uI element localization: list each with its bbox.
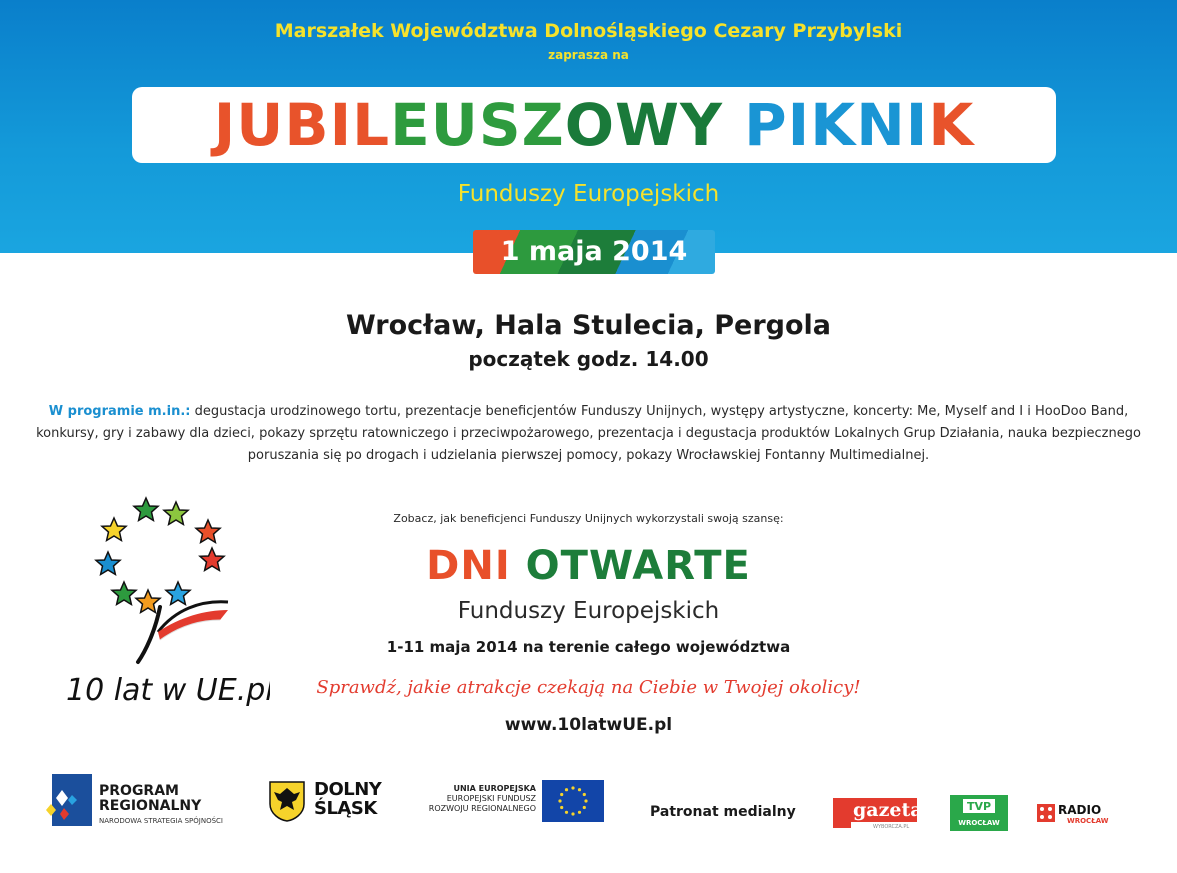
logo-radio-wroclaw: [1037, 802, 1133, 824]
logo-program-regionalny: [42, 770, 242, 830]
logo-10-text: 10 lat w UE.pl: [66, 673, 270, 708]
eu-flag-icon: [542, 780, 604, 822]
title-box: [132, 87, 1056, 163]
gazeta-sub: WYBORCZA.PL: [873, 824, 910, 830]
open-days-intro: Zobacz, jak beneficjenci Funduszy Unijnych wykorzystali swoją szansę:: [393, 512, 784, 525]
open-days-dates: 1-11 maja 2014 na terenie całego województwa: [386, 638, 791, 656]
tagline: Sprawdź, jakie atrakcje czekają na Ciebie w Twojej okolicy!: [316, 677, 861, 698]
gazeta-logo-icon: [833, 796, 917, 830]
title-part: OWY: [564, 91, 723, 159]
radio-logo-icon: [1037, 802, 1133, 824]
open-days-title: [0, 543, 1177, 589]
eu-star: [584, 799, 587, 802]
eu-text: [428, 784, 536, 814]
logo-eu-erdf: [428, 780, 608, 825]
title-part: DNI: [426, 543, 511, 589]
program-description: [20, 401, 1157, 467]
website-link[interactable]: www.10latwUE.pl: [504, 715, 673, 735]
logo-gazeta-wyborcza: [833, 796, 917, 830]
open-days-subtitle: Funduszy Europejskich: [457, 598, 720, 624]
tvp-sub: WROCŁAW: [958, 819, 1000, 827]
eu-star: [578, 788, 581, 791]
eu-line3: ROZWOJU REGIONALNEGO: [428, 804, 536, 813]
radio-name: RADIO: [1058, 803, 1102, 817]
radio-sub: WROCŁAW: [1067, 817, 1109, 824]
logo-tvp-wroclaw: [950, 795, 1008, 831]
eu-star: [571, 786, 574, 789]
eu-star: [583, 806, 586, 809]
eu-star: [565, 811, 568, 814]
title-part: [723, 91, 744, 159]
eu-star: [583, 793, 586, 796]
eu-line1: UNIA EUROPEJSKA: [453, 784, 536, 793]
tvp-logo-icon: [950, 795, 1008, 831]
event-title: [214, 89, 975, 161]
slask-line: ŚLĄSK: [314, 798, 377, 819]
eu-star: [565, 788, 568, 791]
eagle-crest-icon: [268, 780, 306, 822]
eu-line2: EUROPEJSKI FUNDUSZ: [446, 794, 536, 803]
gazeta-name: gazeta: [853, 799, 917, 821]
title-part: K: [928, 91, 975, 159]
eu-star: [578, 811, 581, 814]
eu-star: [560, 793, 563, 796]
program-line2: REGIONALNY: [99, 798, 202, 814]
date-badge: 1 maja 2014: [473, 230, 715, 274]
logo-dolny-slask: [268, 780, 408, 825]
venue: Wrocław, Hala Stulecia, Pergola: [345, 310, 832, 341]
start-time: początek godz. 14.00: [468, 347, 709, 371]
program-text: degustacja urodzinowego tortu, prezentacje beneficjentów Funduszy Unijnych, występy artystyczne, koncerty: Me, Myself and I i HooDoo Band, konkursy, gry i zabawy dla dzieci, pokazy sprzętu ratowniczego i przeciwpożarowego, prezentacja i degustacja produktów Lokalnych Grup Działania, nauka bezpiecznego poruszania się po drogach i udzielania pierwszej pomocy, pokazy Wrocławskiej Fontanny Multimedialnej.: [36, 404, 1141, 463]
program-regionalny-subtitle: NARODOWA STRATEGIA SPÓJNOŚCI: [99, 817, 223, 825]
dolny-slask-title: [314, 780, 381, 818]
title-part: PIKNI: [744, 91, 929, 159]
eu-star: [571, 812, 574, 815]
program-regionalny-icon: [42, 770, 94, 830]
program-regionalny-title: [99, 784, 201, 814]
title-part: JUBIL: [213, 91, 391, 159]
dolny-line: DOLNY: [314, 779, 382, 800]
media-patronage-label: Patronat medialny: [650, 804, 796, 820]
title-part: EUSZ: [390, 91, 565, 159]
eu-star: [560, 806, 563, 809]
title-part: [511, 543, 526, 589]
program-line1: PROGRAM: [99, 783, 179, 799]
organizer-line: Marszałek Województwa Dolnośląskiego Cezary Przybylski: [274, 20, 903, 42]
header-banner: [0, 0, 1177, 253]
eu-star: [558, 799, 561, 802]
header-subtitle: Funduszy Europejskich: [457, 181, 720, 207]
invites-line: zaprasza na: [548, 48, 629, 62]
program-label: W programie m.in.:: [48, 404, 191, 419]
title-part: OTWARTE: [525, 543, 751, 589]
tvp-name: TVP: [966, 800, 992, 813]
